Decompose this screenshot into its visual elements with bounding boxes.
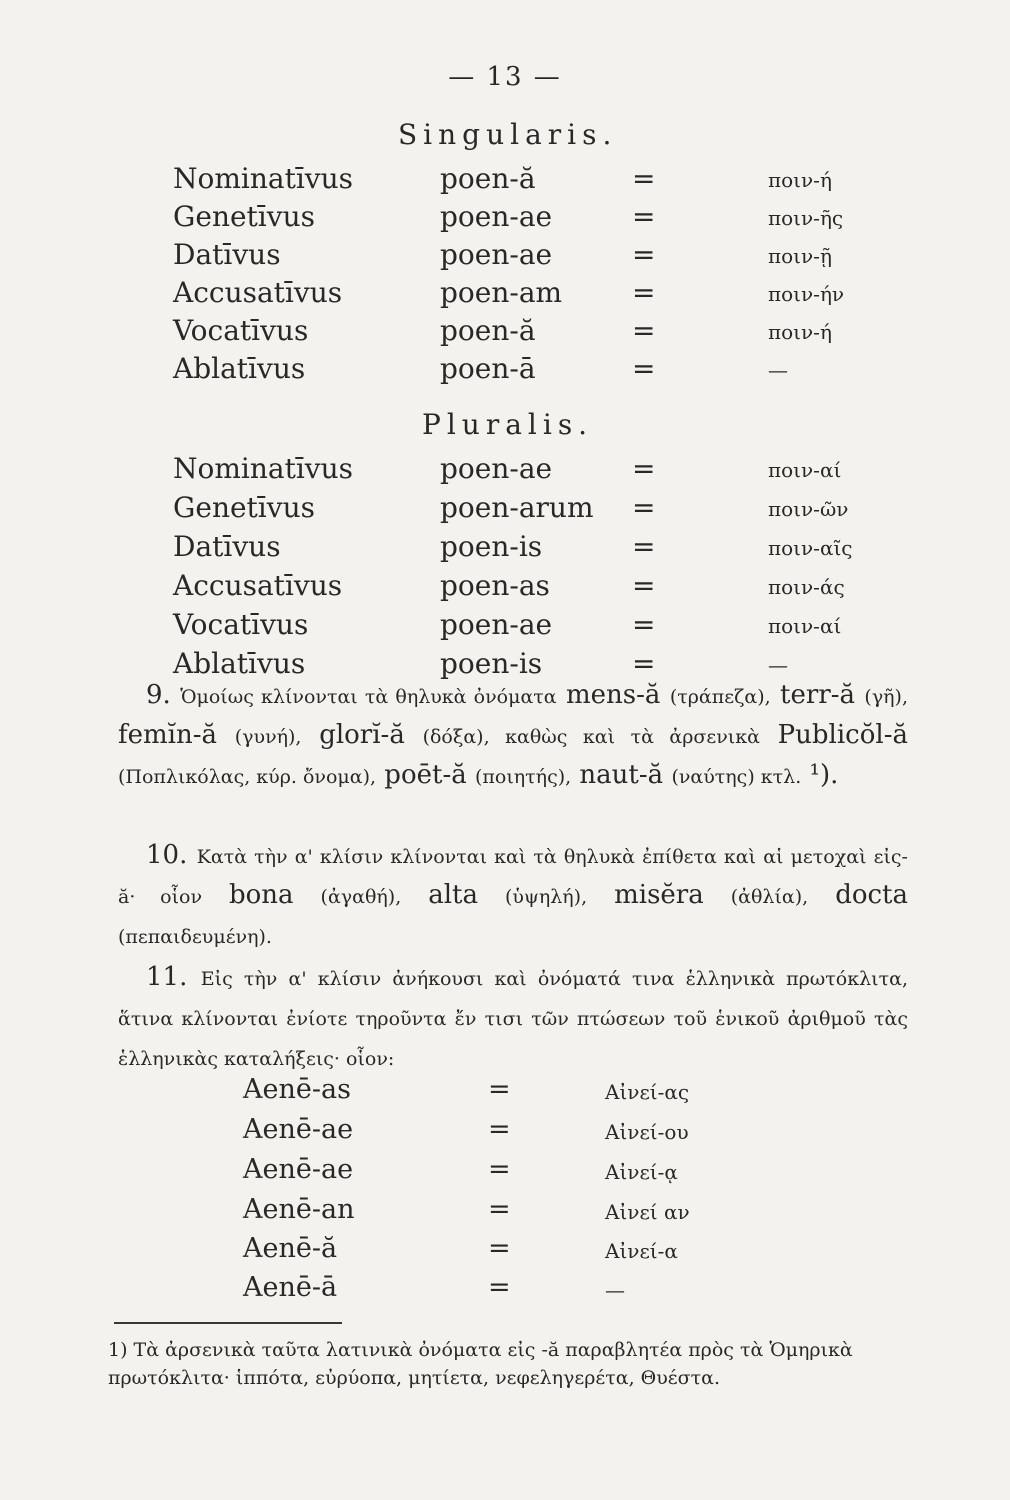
table-row xyxy=(0,314,1010,352)
latin-word: poēt-ă xyxy=(376,760,475,790)
equals-sign: = xyxy=(632,314,656,347)
latin-word: naut-ă xyxy=(571,760,672,790)
latin-form: poen-ae xyxy=(440,238,553,271)
table-row xyxy=(0,162,1010,200)
case-name: Genetīvus xyxy=(173,491,315,524)
latin-word: mens-ă xyxy=(556,680,670,710)
case-name: Datīvus xyxy=(173,238,281,271)
latin-form: Aenē-ă xyxy=(243,1233,338,1264)
equals-sign: = xyxy=(488,1233,511,1264)
equals-sign: = xyxy=(488,1114,511,1145)
greek-form: ποιν-ῶν xyxy=(768,497,849,521)
greek-form: — xyxy=(768,653,788,677)
greek-form: ποιν-άς xyxy=(768,575,845,599)
greek-form: ποιν-ή xyxy=(768,168,832,192)
greek-text: (γῆ), xyxy=(864,686,909,708)
table-row xyxy=(0,1114,1010,1154)
latin-word: alta xyxy=(401,880,505,910)
greek-text: (δόξα), καθὼς καὶ τὰ ἀρσενικὰ xyxy=(422,726,760,748)
equals-sign: = xyxy=(632,569,656,602)
latin-form: poen-ae xyxy=(440,608,553,641)
greek-text: Κατὰ τὴν α' κλίσιν κλίνονται καὶ τὰ θηλυκὰ ἐπίθετα καὶ αἱ μετοχαὶ εἰς-ă· οἷον xyxy=(118,846,908,908)
latin-form: poen-am xyxy=(440,276,563,309)
greek-form: ποιν-ή xyxy=(768,320,832,344)
greek-text: (ὑψηλή), xyxy=(505,886,588,908)
table-row xyxy=(0,200,1010,238)
table-row xyxy=(0,491,1010,529)
greek-form: Αἰνεί-α xyxy=(605,1239,678,1263)
case-name: Accusatīvus xyxy=(173,569,343,602)
paragraph-10 xyxy=(118,836,908,956)
greek-text: (γυνή), xyxy=(234,726,302,748)
latin-form: poen-is xyxy=(440,647,543,680)
greek-form: Αἰνεί-ᾳ xyxy=(605,1160,678,1184)
case-name: Nominatīvus xyxy=(173,162,354,195)
page-number: — 13 — xyxy=(448,62,562,92)
plural-heading: Pluralis. xyxy=(422,408,594,441)
greek-form: ποιν-ῆς xyxy=(768,206,844,230)
singular-heading: Singularis. xyxy=(398,118,618,151)
table-row xyxy=(0,608,1010,646)
case-name: Ablatīvus xyxy=(173,352,306,385)
latin-form: Aenē-ā xyxy=(243,1272,338,1303)
greek-form: ποιν-ῇ xyxy=(768,244,832,268)
table-row xyxy=(0,1074,1010,1114)
case-name: Datīvus xyxy=(173,530,281,563)
greek-form: ποιν-ήν xyxy=(768,282,845,306)
greek-text: (ποιητής), xyxy=(475,766,572,788)
latin-form: poen-arum xyxy=(440,491,594,524)
case-name: Vocatīvus xyxy=(173,608,309,641)
table-row xyxy=(0,352,1010,390)
table-row xyxy=(0,276,1010,314)
case-name: Accusatīvus xyxy=(173,276,343,309)
table-row xyxy=(0,452,1010,490)
para-number: 9. xyxy=(146,680,181,710)
latin-form: poen-ă xyxy=(440,314,536,347)
greek-text: (Ποπλικόλας, κύρ. ὄνομα), xyxy=(118,766,377,788)
equals-sign: = xyxy=(632,238,656,271)
latin-form: poen-is xyxy=(440,530,543,563)
footnote: 1) Τὰ ἀρσενικὰ ταῦτα λατινικὰ ὀνόματα εἰς -ă παραβλητέα πρὸς τὰ Ὁμηρικὰ πρωτόκλιτα· ἱππότα, εὐρύοπα, μητίετα, νεφεληγερέτα, Θυέστα. xyxy=(108,1339,853,1389)
table-row xyxy=(0,569,1010,607)
equals-sign: = xyxy=(632,608,656,641)
greek-form: Αἰνεί-ας xyxy=(605,1080,690,1104)
greek-text: (ἀγαθή), xyxy=(320,886,402,908)
greek-text: (ναύτης) κτλ. xyxy=(671,766,802,788)
case-name: Genetīvus xyxy=(173,200,315,233)
latin-word: Publicŏl-ă xyxy=(759,720,908,750)
table-row xyxy=(0,530,1010,568)
greek-form: — xyxy=(768,358,788,382)
latin-word: misĕra xyxy=(587,880,731,910)
latin-word: bona xyxy=(202,880,321,910)
greek-text: (πεπαιδευμένη). xyxy=(118,926,272,948)
greek-text: (ἀθλία), xyxy=(730,886,809,908)
greek-form: Αἰνεί-ου xyxy=(605,1120,689,1144)
paragraph-9 xyxy=(118,676,908,796)
equals-sign: = xyxy=(488,1154,511,1185)
equals-sign: = xyxy=(632,276,656,309)
latin-form: Aenē-ae xyxy=(243,1154,354,1185)
equals-sign: = xyxy=(488,1074,511,1105)
equals-sign: = xyxy=(632,491,656,524)
case-name: Ablatīvus xyxy=(173,647,306,680)
greek-form: ποιν-αῖς xyxy=(768,536,853,560)
greek-form: ποιν-αί xyxy=(768,614,842,638)
latin-word: femĭn-ă xyxy=(118,720,235,750)
equals-sign: = xyxy=(632,452,656,485)
para-number: 10. xyxy=(146,840,197,870)
greek-text: (τράπεζα), xyxy=(669,686,771,708)
latin-form: poen-ă xyxy=(440,162,536,195)
latin-form: poen-ae xyxy=(440,200,553,233)
footnote-divider xyxy=(114,1322,342,1324)
equals-sign: = xyxy=(632,647,656,680)
latin-word: glorĭ-ă xyxy=(301,720,423,750)
latin-form: Aenē-an xyxy=(243,1194,355,1225)
para-number: 11. xyxy=(146,962,201,992)
equals-sign: = xyxy=(488,1194,511,1225)
paragraph-11 xyxy=(118,958,908,1078)
equals-sign: = xyxy=(632,530,656,563)
greek-form: — xyxy=(605,1278,625,1302)
greek-text: Εἰς τὴν α' κλίσιν ἀνήκουσι καὶ ὀνόματά τινα ἑλληνικὰ πρωτόκλιτα, ἅτινα κλίνονται ἐνίοτε τηροῦντα ἔν τισι τῶν πτώσεων τοῦ ἑνικοῦ ἀριθμοῦ τὰς ἑλληνικὰς καταλήξεις· οἷον: xyxy=(118,968,908,1070)
case-name: Vocatīvus xyxy=(173,314,309,347)
table-row xyxy=(0,1154,1010,1194)
table-row xyxy=(0,1272,1010,1312)
latin-form: Aenē-as xyxy=(243,1074,351,1105)
greek-form: Αἰνεί αν xyxy=(605,1200,690,1224)
table-row xyxy=(0,1233,1010,1273)
case-name: Nominatīvus xyxy=(173,452,354,485)
equals-sign: = xyxy=(632,162,656,195)
equals-sign: = xyxy=(632,352,656,385)
footnote-ref: ¹). xyxy=(801,760,839,790)
greek-form: ποιν-αί xyxy=(768,458,842,482)
greek-text: Ὁμοίως κλίνονται τὰ θηλυκὰ ὀνόματα xyxy=(180,686,557,708)
table-row xyxy=(0,238,1010,276)
table-row xyxy=(0,1194,1010,1234)
equals-sign: = xyxy=(488,1272,511,1303)
latin-form: Aenē-ae xyxy=(243,1114,354,1145)
latin-form: poen-as xyxy=(440,569,550,602)
latin-word: docta xyxy=(808,880,908,910)
latin-form: poen-ā xyxy=(440,352,536,385)
latin-word: terr-ă xyxy=(770,680,865,710)
latin-form: poen-ae xyxy=(440,452,553,485)
equals-sign: = xyxy=(632,200,656,233)
